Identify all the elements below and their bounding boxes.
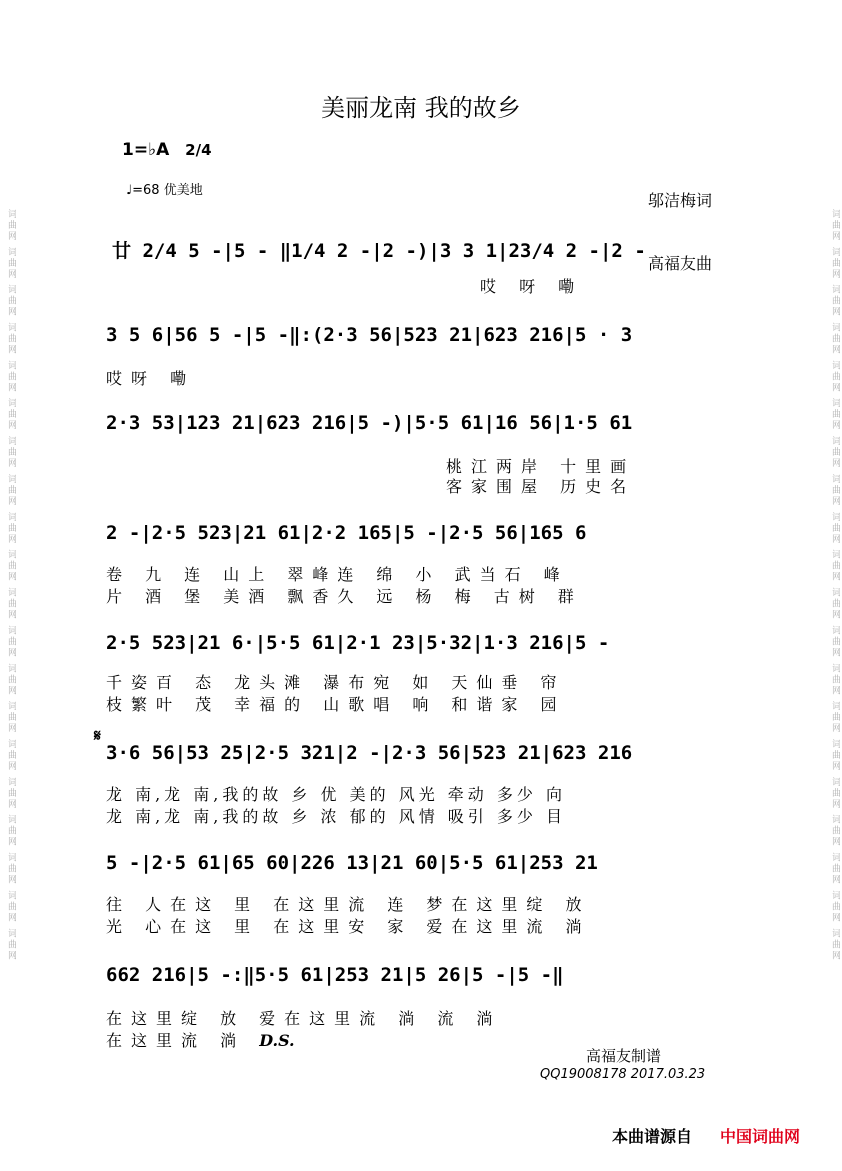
tempo-marking: ♩=68 优美地 xyxy=(126,183,203,198)
score-line-1-notes: 廿 2/4 5 -|5 - ‖1/4 2 -|2 -)|3 3 1|23/4 2 -|2 - xyxy=(112,240,646,262)
score-line-6-notes: 3·6 56|53 25|2·5 321|2 -|2·3 56|523 21|623 216 xyxy=(106,742,633,764)
score-line-5-lyrics-1: 千姿百 态 龙头滩 瀑布宛 如 天仙垂 帘 xyxy=(106,673,566,692)
score-line-8-lyrics-1: 在这里绽 放 爱在这里流 淌 流 淌 xyxy=(106,1009,502,1028)
site-name-link[interactable]: 中国词曲网 xyxy=(720,1127,801,1146)
score-line-4-lyrics-2: 片 酒 堡 美酒 飘香久 远 杨 梅 古树 群 xyxy=(106,587,583,606)
score-line-1-lyrics: 哎 呀 嘞 xyxy=(480,277,584,296)
score-line-2-notes: 3 5 6|56 5 -|5 -‖:(2·3 56|523 21|623 216|5 · 3 xyxy=(106,324,633,346)
score-line-7-lyrics-2: 光 心在这 里 在这里安 家 爱在这里流 淌 xyxy=(106,917,591,936)
score-line-8-notes: 662 216|5 -:‖5·5 61|253 21|5 26|5 -|5 -‖ xyxy=(106,964,564,986)
score-line-6-lyrics-2: 龙 南,龙 南,我的故 乡 浓 郁的 风情 吸引 多少 目 xyxy=(106,807,566,826)
watermark-left: 词曲网 词曲网 词曲网 词曲网 词曲网 词曲网 词曲网 词曲网 词曲网 词曲网 词曲网 词曲网 词曲网 词曲网 词曲网 词曲网 词曲网 词曲网 词曲网 词曲网 xyxy=(6,209,16,962)
qq-date: QQ19008178 2017.03.23 xyxy=(540,1067,706,1082)
score-line-7-lyrics-1: 往 人在这 里 在这里流 连 梦在这里绽 放 xyxy=(106,895,591,914)
score-line-4-notes: 2 -|2·5 523|21 61|2·2 165|5 -|2·5 56|165 6 xyxy=(106,522,587,544)
credits xyxy=(648,148,712,295)
segno-sign: 𝄋 xyxy=(94,726,101,745)
score-line-6-lyrics-1: 龙 南,龙 南,我的故 乡 优 美的 风光 牵动 多少 向 xyxy=(106,785,566,804)
watermark-right: 词曲网 词曲网 词曲网 词曲网 词曲网 词曲网 词曲网 词曲网 词曲网 词曲网 词曲网 词曲网 词曲网 词曲网 词曲网 词曲网 词曲网 词曲网 词曲网 词曲网 xyxy=(830,209,840,962)
score-line-8-lyrics-2-text: 在这里流 淌 xyxy=(106,1031,246,1050)
score-line-7-notes: 5 -|2·5 61|65 60|226 13|21 60|5·5 61|253 21 xyxy=(106,852,598,874)
key-signature xyxy=(122,140,212,160)
score-line-2-lyrics: 哎呀 嘞 xyxy=(106,369,196,388)
page-title: 美丽龙南 我的故乡 xyxy=(321,94,521,122)
score-line-8-lyrics-2 xyxy=(106,1028,295,1051)
score-line-5-notes: 2·5 523|21 6·|5·5 61|2·1 23|5·32|1·3 216|5 - xyxy=(106,632,610,654)
score-line-5-lyrics-2: 枝繁叶 茂 幸福的 山歌唱 响 和谐家 园 xyxy=(106,695,566,714)
source-label: 本曲谱源自 xyxy=(612,1127,693,1146)
score-line-3-notes: 2·3 53|123 21|623 216|5 -)|5·5 61|16 56|1·5 61 xyxy=(106,412,633,434)
key-text: 1=♭A xyxy=(122,140,170,160)
composer: 高福友曲 xyxy=(648,254,713,273)
time-signature: 2/4 xyxy=(185,141,212,159)
score-line-3-lyrics-2: 客家围屋 历史名 xyxy=(446,477,636,496)
score-maker: 高福友制谱 xyxy=(586,1047,662,1065)
score-line-4-lyrics-1: 卷 九 连 山上 翠峰连 绵 小 武当石 峰 xyxy=(106,565,569,584)
score-line-3-lyrics-1: 桃江两岸 十里画 xyxy=(446,457,636,476)
dal-segno-mark: D.S. xyxy=(259,1031,295,1050)
lyricist: 邬洁梅词 xyxy=(648,191,713,210)
